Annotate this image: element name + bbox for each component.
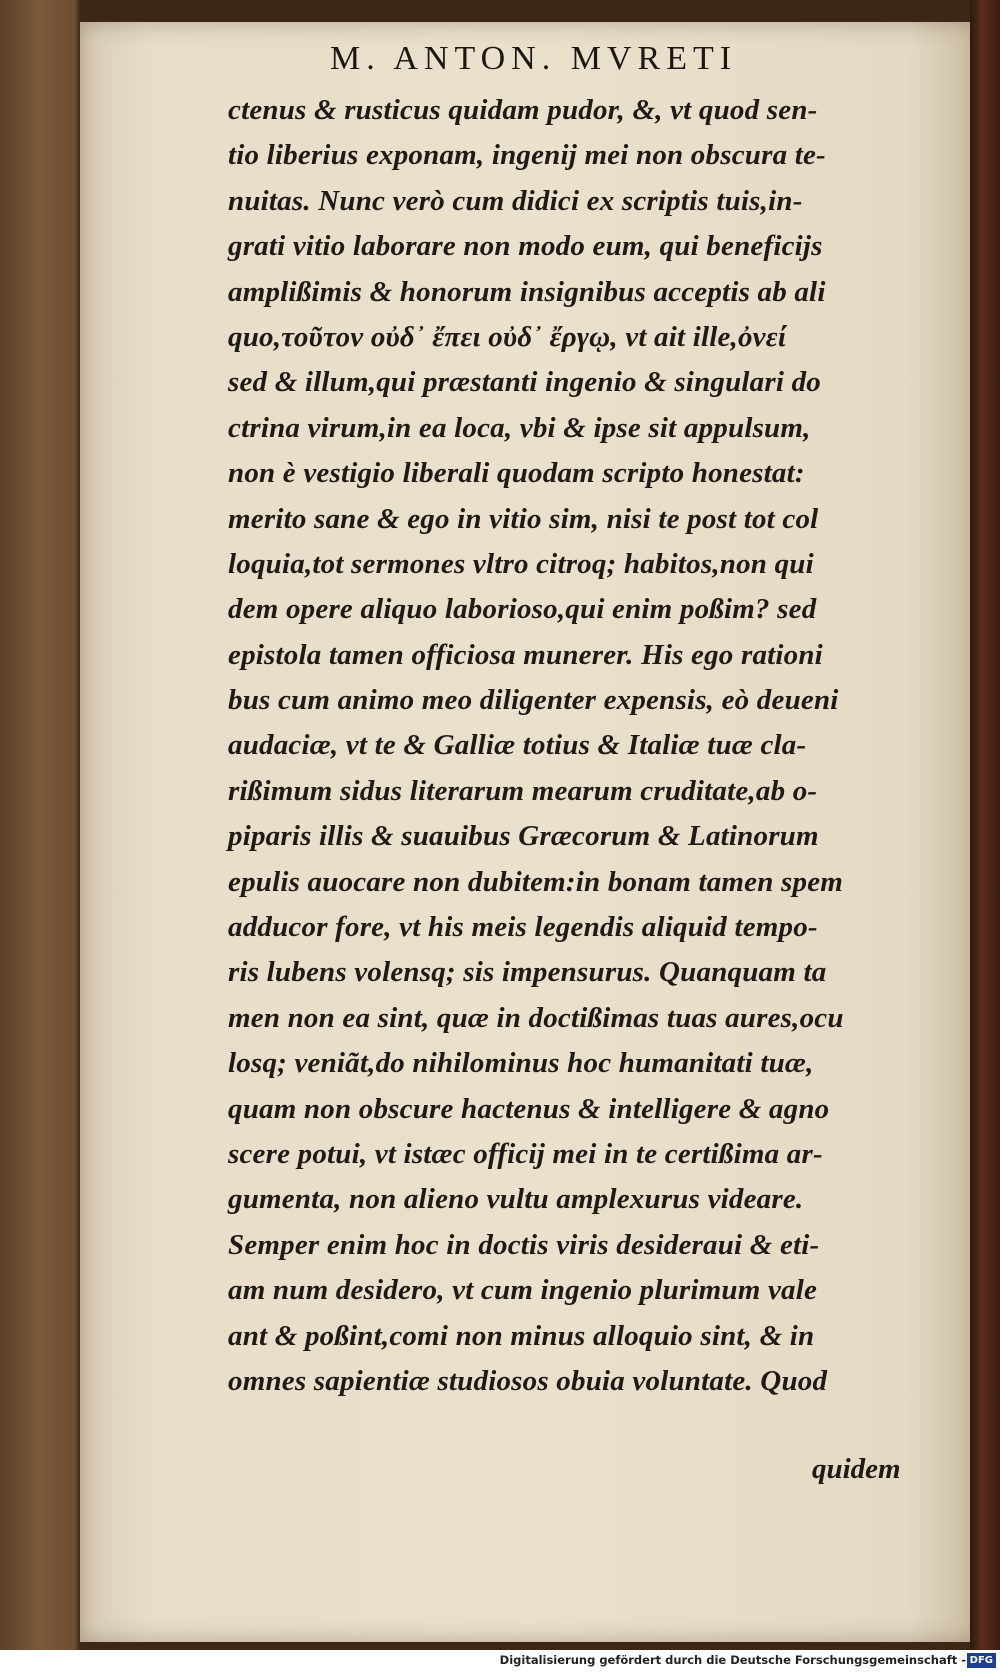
text-line: quo,τοῦτον οὐδ᾽ ἔπει οὐδ᾽ ἔργῳ, vt ait ille,ὀνεί — [228, 320, 787, 353]
text-line: sed & illum,qui præstanti ingenio & singulari do — [228, 366, 821, 399]
text-line: losq; veniãt,do nihilominus hoc humanitati tuæ, — [228, 1047, 814, 1080]
text-line: nuitas. Nunc verò cum didici ex scriptis tuis,in- — [228, 184, 803, 217]
text-line: men non ea sint, quæ in doctißimas tuas aures,ocu — [228, 1001, 844, 1034]
text-line: ctenus & rusticus quidam pudor, &, vt quod sen- — [228, 94, 818, 126]
dfg-logo-icon: DFG — [967, 1653, 996, 1668]
text-line: audaciæ, vt te & Galliæ totius & Italiæ tuæ cla- — [228, 729, 807, 762]
text-line: adducor fore, vt his meis legendis aliquid tempo- — [228, 911, 818, 944]
text-line: am num desidero, vt cum ingenio plurimum vale — [228, 1274, 818, 1307]
page-body-text — [228, 88, 958, 1404]
catchword: quidem — [812, 1453, 901, 1485]
digitization-footer — [0, 1650, 1000, 1672]
text-line: omnes sapientiæ studiosos obuia voluntate. Quod — [228, 1364, 828, 1397]
text-line: quam non obscure hactenus & intelligere & agno — [228, 1092, 830, 1125]
text-line: dem opere aliquo laborioso,qui enim poßim? sed — [228, 593, 817, 626]
text-line: tio liberius exponam, ingenij mei non obscura te- — [228, 139, 826, 172]
text-line: merito sane & ego in vitio sim, nisi te post tot col — [228, 502, 819, 535]
text-line: scere potui, vt istæc officij mei in te certißima ar- — [228, 1137, 823, 1170]
text-line: loquia,tot sermones vltro citroq; habitos,non qui — [228, 547, 814, 580]
text-line: epistola tamen officiosa munerer. His ego rationi — [228, 638, 823, 671]
text-line: bus cum animo meo diligenter expensis, eò deueni — [228, 684, 839, 717]
running-head: M. ANTON. MVRETI — [330, 40, 738, 77]
book-binding-edge — [970, 0, 1000, 1650]
text-line: rißimum sidus literarum mearum cruditate,ab o- — [228, 774, 818, 807]
text-line: piparis illis & suauibus Græcorum & Latinorum — [228, 820, 819, 853]
text-line: ris lubens volensq; sis impensurus. Quanquam ta — [228, 956, 827, 989]
text-line: non è vestigio liberali quodam scripto honestat: — [228, 457, 805, 490]
text-line: Semper enim hoc in doctis viris desideraui & eti- — [228, 1228, 820, 1261]
text-line: grati vitio laborare non modo eum, qui beneficijs — [228, 230, 823, 263]
text-line: amplißimis & honorum insignibus acceptis ab ali — [228, 275, 826, 308]
text-line: ant & poßint,comi non minus alloquio sint, & in — [228, 1319, 815, 1352]
funding-notice: Digitalisierung gefördert durch die Deutsche Forschungsgemeinschaft - — [499, 1653, 966, 1667]
text-line: epulis auocare non dubitem:in bonam tamen spem — [228, 865, 844, 898]
text-line: gumenta, non alieno vultu amplexurus videare. — [228, 1183, 804, 1216]
text-line: ctrina virum,in ea loca, vbi & ipse sit appulsum, — [228, 411, 811, 444]
